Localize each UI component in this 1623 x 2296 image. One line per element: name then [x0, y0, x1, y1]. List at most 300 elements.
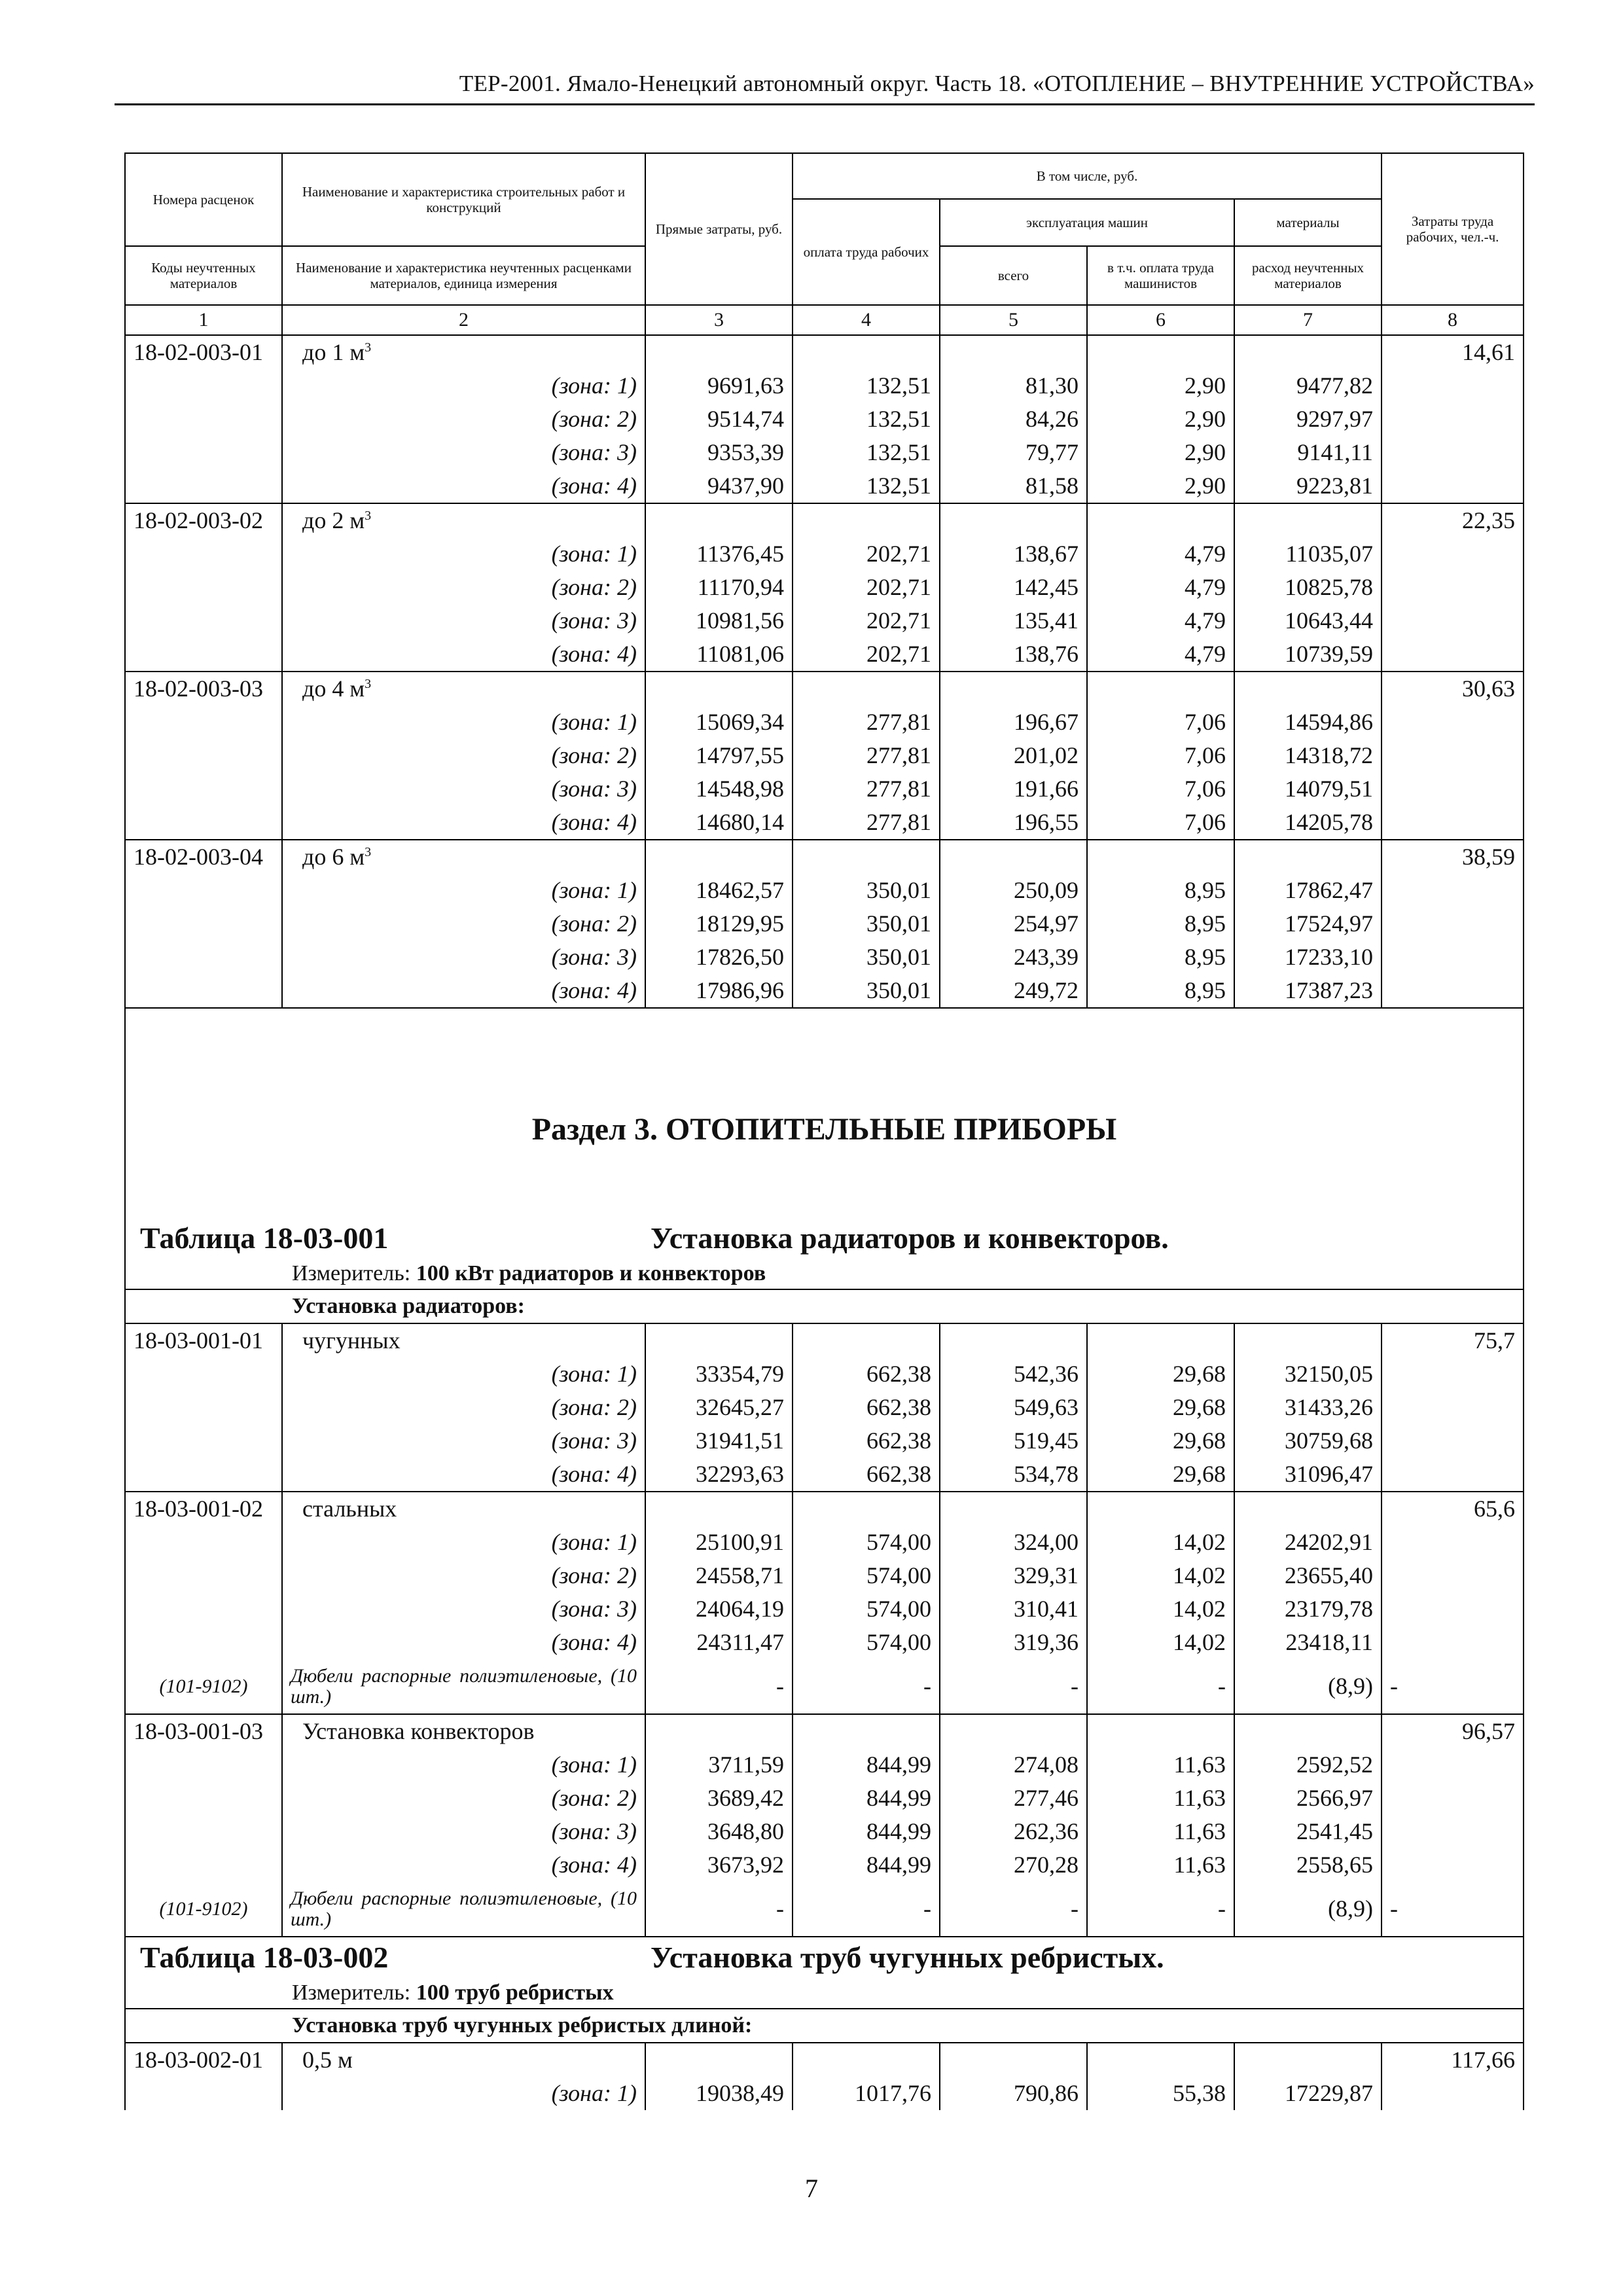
rate-code: 18-03-001-02 — [125, 1492, 282, 1526]
rate-code: 18-02-003-02 — [125, 503, 282, 537]
empty-cell — [125, 604, 282, 637]
empty-cell — [125, 537, 282, 571]
table-title — [125, 1937, 1524, 1978]
value-cell: 277,46 — [940, 1782, 1087, 1815]
empty-cell — [125, 1748, 282, 1782]
unit-superscript: 3 — [365, 509, 372, 523]
value-cell: 277,81 — [793, 706, 940, 739]
material-row — [125, 1882, 1524, 1937]
rate-name — [282, 840, 645, 874]
rate-title-row — [125, 672, 1524, 706]
zone-label: (зона: 2) — [282, 739, 645, 772]
empty-cell — [1234, 2043, 1382, 2077]
empty-cell — [125, 1357, 282, 1391]
empty-cell — [645, 672, 793, 706]
value-cell: 574,00 — [793, 1592, 940, 1626]
empty-cell — [125, 772, 282, 806]
value-cell: 81,58 — [940, 469, 1087, 503]
empty-cell — [645, 1323, 793, 1357]
empty-cell — [125, 1526, 282, 1559]
empty-cell — [1234, 840, 1382, 874]
value-cell: 844,99 — [793, 1748, 940, 1782]
value-cell: 135,41 — [940, 604, 1087, 637]
measure-value: 100 кВт радиаторов и конвекторов — [416, 1261, 766, 1285]
value-cell: 7,06 — [1087, 706, 1234, 739]
measure-row — [125, 1978, 1524, 2009]
value-cell: 549,63 — [940, 1391, 1087, 1424]
zone-row — [125, 1559, 1524, 1592]
value-cell: 350,01 — [793, 874, 940, 907]
value-cell: 201,02 — [940, 739, 1087, 772]
col-labor-header: Затраты труда рабочих, чел.-ч. — [1382, 153, 1524, 305]
zone-row — [125, 1357, 1524, 1391]
rate-name-text: чугунных — [302, 1327, 401, 1354]
value-cell: 8,95 — [1087, 974, 1234, 1008]
empty-cell — [793, 503, 940, 537]
value-cell: 32293,63 — [645, 1458, 793, 1492]
empty-cell — [1087, 1714, 1234, 1748]
rate-code: 18-02-003-04 — [125, 840, 282, 874]
value-cell: 844,99 — [793, 1848, 940, 1882]
rate-name-text: Установка конвекторов — [302, 1718, 535, 1744]
column-numbers-row — [125, 305, 1524, 335]
value-cell: 14797,55 — [645, 739, 793, 772]
value-cell: 350,01 — [793, 941, 940, 974]
empty-cell — [1382, 537, 1524, 571]
value-cell: 14318,72 — [1234, 739, 1382, 772]
empty-cell — [940, 1714, 1087, 1748]
value-cell: 7,06 — [1087, 739, 1234, 772]
value-cell: 30759,68 — [1234, 1424, 1382, 1458]
material-value: - — [645, 1659, 793, 1714]
empty-cell — [645, 2043, 793, 2077]
value-cell: 14548,98 — [645, 772, 793, 806]
empty-cell — [940, 335, 1087, 369]
empty-cell — [940, 672, 1087, 706]
value-cell: 18129,95 — [645, 907, 793, 941]
rate-name — [282, 1714, 645, 1748]
value-cell: 11,63 — [1087, 1748, 1234, 1782]
empty-cell — [1382, 1815, 1524, 1848]
rate-name — [282, 1323, 645, 1357]
value-cell: 17862,47 — [1234, 874, 1382, 907]
empty-cell — [125, 2077, 282, 2110]
zone-row — [125, 1458, 1524, 1492]
value-cell: 24558,71 — [645, 1559, 793, 1592]
rate-name — [282, 503, 645, 537]
empty-cell — [1382, 1848, 1524, 1882]
empty-cell — [125, 1782, 282, 1815]
empty-cell — [1382, 604, 1524, 637]
empty-cell — [1087, 2043, 1234, 2077]
value-cell: 32645,27 — [645, 1391, 793, 1424]
col-wage-header: оплата труда рабочих — [793, 199, 940, 305]
empty-cell — [125, 369, 282, 403]
material-code: (101-9102) — [125, 1882, 282, 1937]
value-cell: 11170,94 — [645, 571, 793, 604]
zone-label: (зона: 2) — [282, 1559, 645, 1592]
column-number: 6 — [1087, 305, 1234, 335]
value-cell: 24064,19 — [645, 1592, 793, 1626]
value-cell: 9223,81 — [1234, 469, 1382, 503]
rate-title-row — [125, 1323, 1524, 1357]
empty-cell — [1382, 941, 1524, 974]
materials-header: материалы — [1234, 199, 1382, 246]
rate-name — [282, 335, 645, 369]
empty-cell — [125, 907, 282, 941]
header-row-1 — [125, 153, 1524, 199]
value-cell: 4,79 — [1087, 571, 1234, 604]
value-cell: 11,63 — [1087, 1782, 1234, 1815]
value-cell: 542,36 — [940, 1357, 1087, 1391]
zone-label: (зона: 2) — [282, 571, 645, 604]
empty-cell — [1382, 571, 1524, 604]
value-cell: 31096,47 — [1234, 1458, 1382, 1492]
rate-code: 18-02-003-01 — [125, 335, 282, 369]
value-cell: 274,08 — [940, 1748, 1087, 1782]
value-cell: 2566,97 — [1234, 1782, 1382, 1815]
material-row — [125, 1659, 1524, 1714]
column-number: 3 — [645, 305, 793, 335]
value-cell: 9297,97 — [1234, 403, 1382, 436]
value-cell: 11376,45 — [645, 537, 793, 571]
empty-cell — [645, 840, 793, 874]
value-cell: 23179,78 — [1234, 1592, 1382, 1626]
rate-title-row — [125, 1714, 1524, 1748]
rates-table — [124, 152, 1524, 2110]
value-cell: 132,51 — [793, 469, 940, 503]
empty-cell — [793, 1323, 940, 1357]
empty-cell — [1382, 403, 1524, 436]
material-value: - — [793, 1882, 940, 1937]
value-cell: 14,02 — [1087, 1592, 1234, 1626]
value-cell: 574,00 — [793, 1526, 940, 1559]
value-cell: 11,63 — [1087, 1848, 1234, 1882]
col-machines-total-header: всего — [940, 246, 1087, 305]
value-cell: 29,68 — [1087, 1391, 1234, 1424]
empty-cell — [125, 469, 282, 503]
value-cell: 3648,80 — [645, 1815, 793, 1848]
value-cell: 662,38 — [793, 1424, 940, 1458]
value-cell: 15069,34 — [645, 706, 793, 739]
section-row — [125, 1008, 1524, 1146]
value-cell: 350,01 — [793, 974, 940, 1008]
value-cell: 11035,07 — [1234, 537, 1382, 571]
material-value: - — [940, 1659, 1087, 1714]
value-cell: 8,95 — [1087, 941, 1234, 974]
empty-cell — [125, 1626, 282, 1659]
rate-title-row — [125, 335, 1524, 369]
value-cell: 249,72 — [940, 974, 1087, 1008]
value-cell: 24202,91 — [1234, 1526, 1382, 1559]
table-number: Таблица 18-03-001 — [140, 1221, 389, 1255]
labor-value: 22,35 — [1382, 503, 1524, 537]
value-cell: 262,36 — [940, 1815, 1087, 1848]
value-cell: 11081,06 — [645, 637, 793, 672]
value-cell: 17229,87 — [1234, 2077, 1382, 2110]
value-cell: 132,51 — [793, 369, 940, 403]
empty-cell — [1234, 503, 1382, 537]
empty-cell — [125, 739, 282, 772]
value-cell: 14680,14 — [645, 806, 793, 840]
column-number: 1 — [125, 305, 282, 335]
zone-label: (зона: 3) — [282, 1424, 645, 1458]
zone-label: (зона: 1) — [282, 1357, 645, 1391]
value-cell: 29,68 — [1087, 1458, 1234, 1492]
rate-title-row — [125, 2043, 1524, 2077]
zone-label: (зона: 4) — [282, 974, 645, 1008]
zone-label: (зона: 3) — [282, 604, 645, 637]
value-cell: 277,81 — [793, 772, 940, 806]
zone-row — [125, 907, 1524, 941]
material-value: - — [1382, 1659, 1524, 1714]
rate-name-text: 0,5 м — [302, 2047, 353, 2073]
rate-title-row — [125, 1492, 1524, 1526]
value-cell: 250,09 — [940, 874, 1087, 907]
empty-cell — [125, 571, 282, 604]
value-cell: 79,77 — [940, 436, 1087, 469]
measure-label: Измеритель: — [292, 1261, 416, 1285]
empty-cell — [1382, 1424, 1524, 1458]
value-cell: 191,66 — [940, 772, 1087, 806]
zone-row — [125, 1848, 1524, 1882]
value-cell: 7,06 — [1087, 806, 1234, 840]
zone-row — [125, 1391, 1524, 1424]
measure-label: Измеритель: — [292, 1981, 416, 2005]
zone-label: (зона: 4) — [282, 1848, 645, 1882]
empty-cell — [125, 941, 282, 974]
col-direct-header: Прямые затраты, руб. — [645, 153, 793, 305]
zone-label: (зона: 1) — [282, 537, 645, 571]
zone-row — [125, 772, 1524, 806]
zone-row — [125, 974, 1524, 1008]
empty-cell — [793, 2043, 940, 2077]
value-cell: 9477,82 — [1234, 369, 1382, 403]
empty-cell — [1382, 874, 1524, 907]
measure-row — [125, 1259, 1524, 1289]
labor-value: 117,66 — [1382, 2043, 1524, 2077]
value-cell: 9514,74 — [645, 403, 793, 436]
rate-code: 18-03-002-01 — [125, 2043, 282, 2077]
rate-name — [282, 672, 645, 706]
empty-cell — [1382, 974, 1524, 1008]
empty-cell — [1382, 436, 1524, 469]
rate-name — [282, 1492, 645, 1526]
measure — [125, 1259, 1524, 1289]
empty-cell — [1087, 1492, 1234, 1526]
table-title-row — [125, 1218, 1524, 1259]
value-cell: 310,41 — [940, 1592, 1087, 1626]
value-cell: 17233,10 — [1234, 941, 1382, 974]
value-cell: 14079,51 — [1234, 772, 1382, 806]
empty-cell — [1234, 672, 1382, 706]
zone-label: (зона: 1) — [282, 369, 645, 403]
zone-row — [125, 369, 1524, 403]
table-title-row — [125, 1937, 1524, 1978]
rate-name — [282, 2043, 645, 2077]
empty-cell — [940, 840, 1087, 874]
value-cell: 132,51 — [793, 436, 940, 469]
value-cell: 31433,26 — [1234, 1391, 1382, 1424]
labor-value: 38,59 — [1382, 840, 1524, 874]
material-value: - — [1087, 1882, 1234, 1937]
zone-label: (зона: 2) — [282, 1391, 645, 1424]
empty-cell — [645, 335, 793, 369]
column-number: 5 — [940, 305, 1087, 335]
empty-cell — [1382, 806, 1524, 840]
unit-superscript: 3 — [365, 677, 372, 691]
zone-label: (зона: 1) — [282, 706, 645, 739]
labor-value: 30,63 — [1382, 672, 1524, 706]
zone-row — [125, 1782, 1524, 1815]
value-cell: 14205,78 — [1234, 806, 1382, 840]
col-materials-header: расход неучтенных материалов — [1234, 246, 1382, 305]
value-cell: 519,45 — [940, 1424, 1087, 1458]
zone-row — [125, 806, 1524, 840]
zone-label: (зона: 3) — [282, 941, 645, 974]
value-cell: 29,68 — [1087, 1424, 1234, 1458]
section-spacer — [125, 1146, 1524, 1218]
value-cell: 14,02 — [1087, 1526, 1234, 1559]
empty-cell — [793, 1492, 940, 1526]
zone-label: (зона: 4) — [282, 1626, 645, 1659]
labor-value: 14,61 — [1382, 335, 1524, 369]
zone-row — [125, 1526, 1524, 1559]
zone-label: (зона: 4) — [282, 1458, 645, 1492]
measure — [125, 1978, 1524, 2009]
value-cell: 350,01 — [793, 907, 940, 941]
empty-cell — [1382, 706, 1524, 739]
value-cell: 10981,56 — [645, 604, 793, 637]
value-cell: 9437,90 — [645, 469, 793, 503]
value-cell: 2592,52 — [1234, 1748, 1382, 1782]
empty-cell — [1087, 503, 1234, 537]
material-code: (101-9102) — [125, 1659, 282, 1714]
unit-superscript: 3 — [365, 845, 372, 859]
empty-cell — [1087, 335, 1234, 369]
table-title-text: Установка радиаторов и конвекторов. — [651, 1221, 1169, 1255]
empty-cell — [125, 706, 282, 739]
empty-cell — [1382, 1626, 1524, 1659]
empty-cell — [1382, 469, 1524, 503]
empty-cell — [793, 335, 940, 369]
value-cell: 10825,78 — [1234, 571, 1382, 604]
value-cell: 81,30 — [940, 369, 1087, 403]
value-cell: 202,71 — [793, 571, 940, 604]
rate-name-text: до 6 м — [302, 844, 365, 870]
value-cell: 17387,23 — [1234, 974, 1382, 1008]
empty-cell — [1234, 335, 1382, 369]
empty-cell — [793, 672, 940, 706]
machines-header: эксплуатация машин — [940, 199, 1234, 246]
value-cell: 31941,51 — [645, 1424, 793, 1458]
empty-cell — [125, 1815, 282, 1848]
empty-cell — [125, 1424, 282, 1458]
value-cell: 844,99 — [793, 1782, 940, 1815]
empty-cell — [793, 840, 940, 874]
zone-label: (зона: 1) — [282, 1526, 645, 1559]
empty-cell — [125, 637, 282, 672]
value-cell: 8,95 — [1087, 907, 1234, 941]
value-cell: 24311,47 — [645, 1626, 793, 1659]
zone-row — [125, 874, 1524, 907]
value-cell: 2,90 — [1087, 436, 1234, 469]
empty-cell — [125, 806, 282, 840]
empty-cell — [1087, 672, 1234, 706]
zone-row — [125, 1592, 1524, 1626]
material-value: (8,9) — [1234, 1882, 1382, 1937]
rate-title-row — [125, 503, 1524, 537]
value-cell: 17826,50 — [645, 941, 793, 974]
value-cell: 9353,39 — [645, 436, 793, 469]
column-number: 7 — [1234, 305, 1382, 335]
col-name-header: Наименование и характеристика строительных работ и конструкций — [282, 153, 645, 246]
value-cell: 25100,91 — [645, 1526, 793, 1559]
material-value: - — [645, 1882, 793, 1937]
value-cell: 202,71 — [793, 537, 940, 571]
value-cell: 14594,86 — [1234, 706, 1382, 739]
value-cell: 7,06 — [1087, 772, 1234, 806]
col-code-header: Номера расценок — [125, 153, 282, 246]
value-cell: 23418,11 — [1234, 1626, 1382, 1659]
empty-cell — [645, 1492, 793, 1526]
section-title: Раздел 3. ОТОПИТЕЛЬНЫЕ ПРИБОРЫ — [125, 1008, 1524, 1146]
value-cell: 1017,76 — [793, 2077, 940, 2110]
value-cell: 11,63 — [1087, 1815, 1234, 1848]
zone-label: (зона: 2) — [282, 907, 645, 941]
zone-row — [125, 706, 1524, 739]
zone-label: (зона: 4) — [282, 637, 645, 672]
header-rule — [115, 103, 1535, 105]
labor-value: 65,6 — [1382, 1492, 1524, 1526]
material-value: - — [1382, 1882, 1524, 1937]
table-title-text: Установка труб чугунных ребристых. — [651, 1941, 1164, 1974]
empty-cell — [1234, 1714, 1382, 1748]
value-cell: 14,02 — [1087, 1626, 1234, 1659]
value-cell: 3673,92 — [645, 1848, 793, 1882]
value-cell: 2,90 — [1087, 403, 1234, 436]
value-cell: 132,51 — [793, 403, 940, 436]
zone-label: (зона: 2) — [282, 403, 645, 436]
empty-cell — [940, 2043, 1087, 2077]
value-cell: 9691,63 — [645, 369, 793, 403]
value-cell: 142,45 — [940, 571, 1087, 604]
empty-cell — [940, 1492, 1087, 1526]
value-cell: 55,38 — [1087, 2077, 1234, 2110]
empty-cell — [125, 974, 282, 1008]
value-cell: 18462,57 — [645, 874, 793, 907]
value-cell: 277,81 — [793, 806, 940, 840]
value-cell: 8,95 — [1087, 874, 1234, 907]
material-value: - — [1087, 1659, 1234, 1714]
value-cell: 202,71 — [793, 604, 940, 637]
value-cell: 84,26 — [940, 403, 1087, 436]
empty-cell — [1382, 1782, 1524, 1815]
value-cell: 2,90 — [1087, 369, 1234, 403]
value-cell: 319,36 — [940, 1626, 1087, 1659]
table-number: Таблица 18-03-002 — [140, 1941, 389, 1974]
empty-cell — [645, 1714, 793, 1748]
empty-cell — [1382, 907, 1524, 941]
value-cell: 23655,40 — [1234, 1559, 1382, 1592]
zone-row — [125, 604, 1524, 637]
value-cell: 14,02 — [1087, 1559, 1234, 1592]
zone-row — [125, 1815, 1524, 1848]
empty-cell — [1382, 739, 1524, 772]
spacer — [125, 1146, 1524, 1218]
column-number: 8 — [1382, 305, 1524, 335]
zone-label: (зона: 2) — [282, 1782, 645, 1815]
